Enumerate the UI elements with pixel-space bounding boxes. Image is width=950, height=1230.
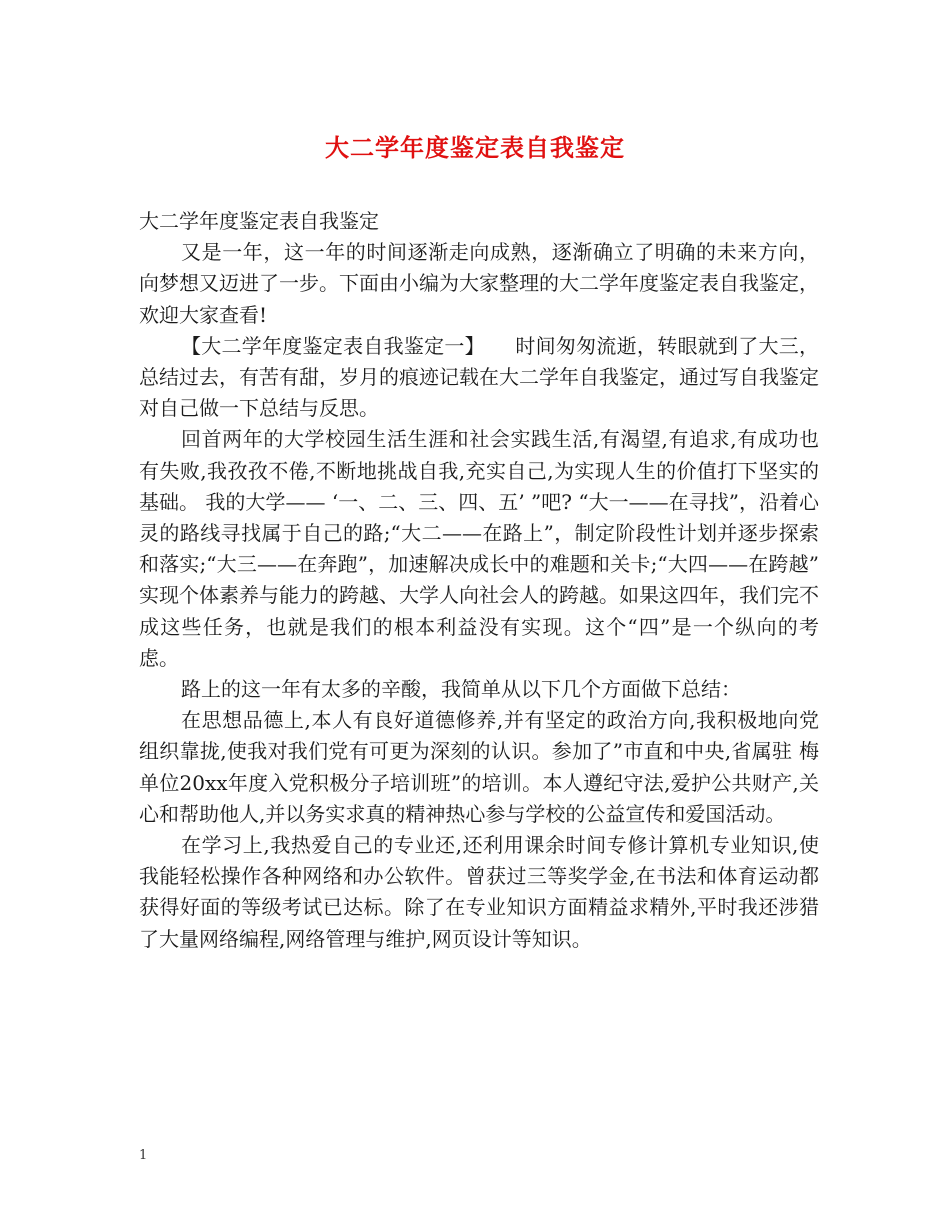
- paragraph-review: 回首两年的大学校园生活生涯和社会实践生活,有渴望,有追求,有成功也有失败,我孜孜不倦,不断地挑战自我,充实自己,为实现人生的价值打下坚实的基础。 我的大学—— ‘一、二、三、四、五’ ”吧? “大一——在寻找”，沿着心灵的路线寻找属于自己的路;“大二——在路上”，制定阶段性计划并逐步探索和落实;“大三——在奔跑”，加速解决成长中的难题和关卡;“大四——在跨越” 实现个体素养与能力的跨越、大学人向社会人的跨越。如果这四年，我们完不成这些任务，也就是我们的根本利益没有实现。这个“四”是一个纵向的考虑。: [139, 427, 819, 670]
- paragraph-intro: 又是一年，这一年的时间逐渐走向成熟，逐渐确立了明确的未来方向，向梦想又迈进了一步。下面由小编为大家整理的大二学年度鉴定表自我鉴定，欢迎大家查看!: [139, 240, 819, 327]
- paragraph-heading: 大二学年度鉴定表自我鉴定: [139, 209, 379, 233]
- document-body: [139, 206, 819, 955]
- paragraph-section-one: 【大二学年度鉴定表自我鉴定一】 时间匆匆流逝，转眼就到了大三，总结过去，有苦有甜，岁月的痕迹记载在大二学年自我鉴定，通过写自我鉴定对自己做一下总结与反思。: [139, 333, 819, 421]
- paragraph-study: 在学习上,我热爱自己的专业还,还利用课余时间专修计算机专业知识,使我能轻松操作各种网络和办公软件。曾获过三等奖学金,在书法和体育运动都 获得好面的等级考试已达标。除了在专业知识方面精益求精外,平时我还涉猎了大量网络编程,网络管理与维护,网页设计等知识。: [139, 833, 819, 951]
- page-number: 1: [139, 1148, 148, 1163]
- paragraph-ideology: 在思想品德上,本人有良好道德修养,并有坚定的政治方向,我积极地向党组织靠拢,使我对我们党有可更为深刻的认识。参加了”市直和中央,省属驻 梅单位20xx年度入党积极分子培训班”的培训。本人遵纪守法,爱护公共财产,关心和帮助他人,并以务实求真的精神热心参与学校的公益宣传和爱国活动。: [139, 708, 819, 826]
- document-title: 大二学年度鉴定表自我鉴定: [325, 133, 625, 162]
- paragraph-summary-lead: 路上的这一年有太多的辛酸，我简单从以下几个方面做下总结：: [181, 677, 741, 702]
